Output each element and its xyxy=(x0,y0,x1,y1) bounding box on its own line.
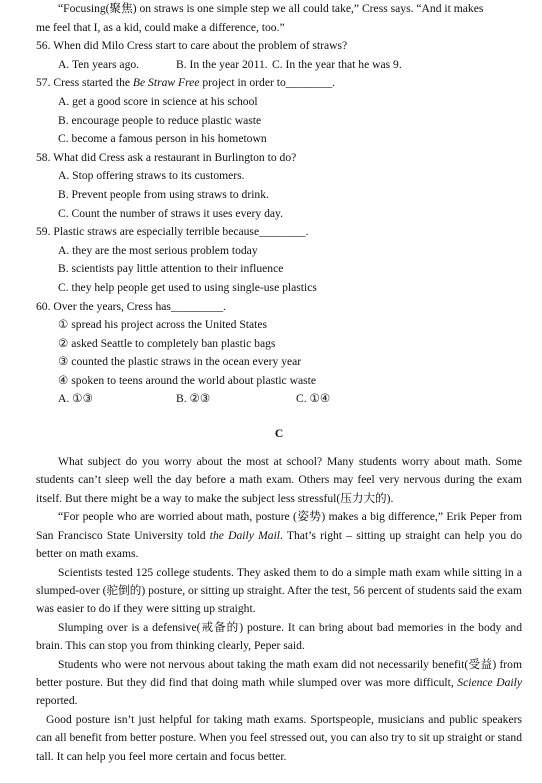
intro-line: me feel that I, as a kid, could make a difference, too.” xyxy=(36,20,285,34)
option-c: C. ①④ xyxy=(296,392,331,406)
question-59-option-a: A. they are the most serious problem today xyxy=(58,243,258,257)
question-60-stem: 60. Over the years, Cress has_________. xyxy=(36,299,226,313)
question-57-option-c: C. become a famous person in his hometown xyxy=(58,132,267,146)
question-58-option-c: C. Count the number of straws it uses every day. xyxy=(58,206,283,220)
question-60-item-1: ① spread his project across the United States xyxy=(58,318,268,332)
question-59-stem: 59. Plastic straws are especially terrible because________. xyxy=(36,225,309,239)
question-60-item-2: ② asked Seattle to completely ban plastic bags xyxy=(58,336,276,350)
question-57-stem: 57. Cress started the Be Straw Free project in order to________. xyxy=(36,76,336,90)
option-b: B. In the year 2011. xyxy=(176,57,268,71)
question-60-item-3: ③ counted the plastic straws in the ocean every year xyxy=(58,355,302,369)
passage-paragraph-4: Slumping over is a defensive(戒备的) posture. It can bring about bad memories in the body and brain. This can stop you from thinking clearly, Peper said. xyxy=(36,620,522,653)
question-60-options xyxy=(36,390,522,409)
question-58-option-a: A. Stop offering straws to its customers. xyxy=(58,169,245,183)
passage-paragraph-1: What subject do you worry about the most at school? Many students worry about math. Some students can’t sleep well the day before a math exam. Others may feel very nervous during the exam itself. But there might be a way to make the subject less stressful(压力大的). xyxy=(36,455,522,505)
question-58-option-b: B. Prevent people from using straws to drink. xyxy=(58,187,269,201)
question-59-option-c: C. they help people get used to using single-use plastics xyxy=(58,280,317,294)
passage-paragraph-5: Students who were not nervous about taking the math exam did not necessarily benefit(受益) from better posture. But they did find that doing math while slumped over was more difficult, Science Daily reported. xyxy=(36,657,522,708)
passage-paragraph-2: “For people who are worried about math, posture (姿势) makes a big difference,” Erik Peper from San Francisco State University told the Daily Mail. That’s right – sitting up straight can help you do better on math exams. xyxy=(36,510,522,561)
option-a: A. ①③ xyxy=(58,392,93,406)
question-56-stem: 56. When did Milo Cress start to care about the problem of straws? xyxy=(36,39,348,53)
question-57-option-b: B. encourage people to reduce plastic waste xyxy=(58,113,262,127)
question-59-option-b: B. scientists pay little attention to their influence xyxy=(58,262,284,276)
section-heading: C xyxy=(274,427,284,441)
question-56-options xyxy=(36,56,522,75)
passage-paragraph-3: Scientists tested 125 college students. They asked them to do a simple math exam while sitting in a slumped-over (驼倒的) posture, or sitting up straight. After the test, 56 percent of students said the exam was easier to do if they were sitting up straight. xyxy=(36,565,522,616)
question-60-item-4: ④ spoken to teens around the world about plastic waste xyxy=(58,373,316,387)
option-b: B. ②③ xyxy=(176,392,211,406)
passage-paragraph-6: Good posture isn’t just helpful for taking math exams. Sportspeople, musicians and public speakers can all benefit from better posture. When you feel stressed out, you can also try to sit up straight or stand tall. It can help you feel more certain and focus better. xyxy=(36,712,522,763)
question-58-stem: 58. What did Cress ask a restaurant in Burlington to do? xyxy=(36,150,297,164)
option-a: A. Ten years ago. xyxy=(58,57,140,71)
intro-line: “Focusing(聚焦) on straws is one simple step we all could take,” Cress says. “And it makes xyxy=(58,2,484,15)
question-57-option-a: A. get a good score in science at his school xyxy=(58,94,258,108)
option-c: C. In the year that he was 9. xyxy=(272,57,402,71)
